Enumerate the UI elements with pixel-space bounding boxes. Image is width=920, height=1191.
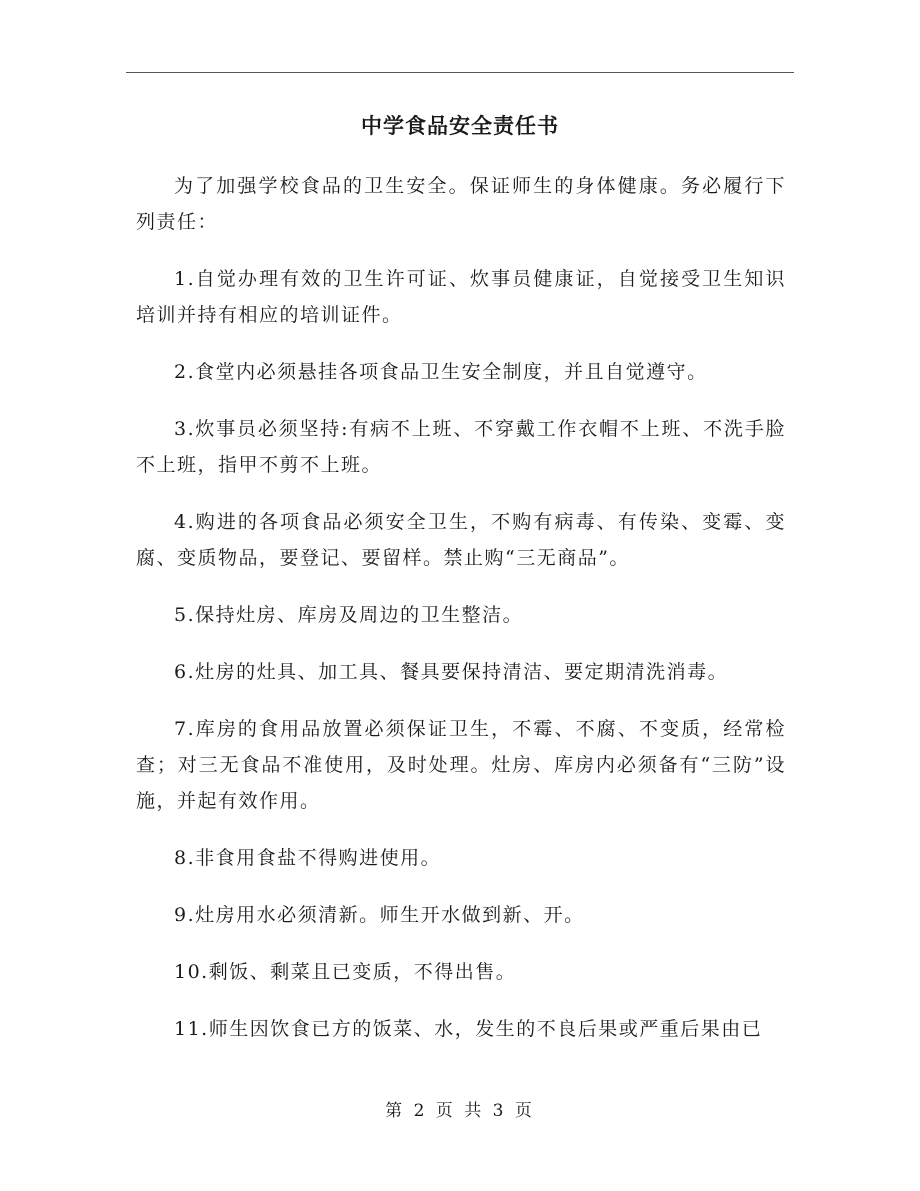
paragraph-item-1: 1.自觉办理有效的卫生许可证、炊事员健康证，自觉接受卫生知识培训并持有相应的培训证件。: [136, 268, 786, 326]
page-number: 第 2 页 共 3 页: [385, 1101, 535, 1121]
paragraph-item-11: 11.师生因饮食已方的饭菜、水，发生的不良后果或严重后果由已: [174, 1018, 763, 1040]
paragraph-item-6: 6.灶房的灶具、加工具、餐具要保持清洁、要定期清洗消毒。: [174, 661, 729, 683]
paragraph-item-8: 8.非食用食盐不得购进使用。: [174, 847, 442, 869]
paragraph-item-5: 5.保持灶房、库房及周边的卫生整洁。: [174, 604, 524, 626]
paragraph-item-3: 3.炊事员必须坚持:有病不上班、不穿戴工作衣帽不上班、不洗手脸不上班，指甲不剪不上班。: [136, 418, 786, 476]
paragraph-item-9: 9.灶房用水必须清新。师生开水做到新、开。: [174, 904, 585, 926]
paragraph-item-4: 4.购进的各项食品必须安全卫生，不购有病毒、有传染、变霉、变腐、变质物品，要登记、要留样。禁止购“三无商品”。: [136, 511, 786, 569]
paragraph-item-7: 7.库房的食用品放置必须保证卫生，不霉、不腐、不变质，经常检查；对三无食品不准使用，及时处理。灶房、库房内必须备有“三防”设施，并起有效作用。: [136, 718, 786, 812]
paragraph-intro: 为了加强学校食品的卫生安全。保证师生的身体健康。务必履行下列责任：: [136, 175, 786, 233]
paragraph-item-2: 2.食堂内必须悬挂各项食品卫生安全制度，并且自觉遵守。: [174, 361, 708, 383]
document-title: 中学食品安全责任书: [361, 113, 559, 138]
paragraph-item-10: 10.剩饭、剩菜且已变质，不得出售。: [174, 961, 517, 983]
document-body: [136, 168, 786, 1068]
header-rule: [126, 72, 794, 73]
